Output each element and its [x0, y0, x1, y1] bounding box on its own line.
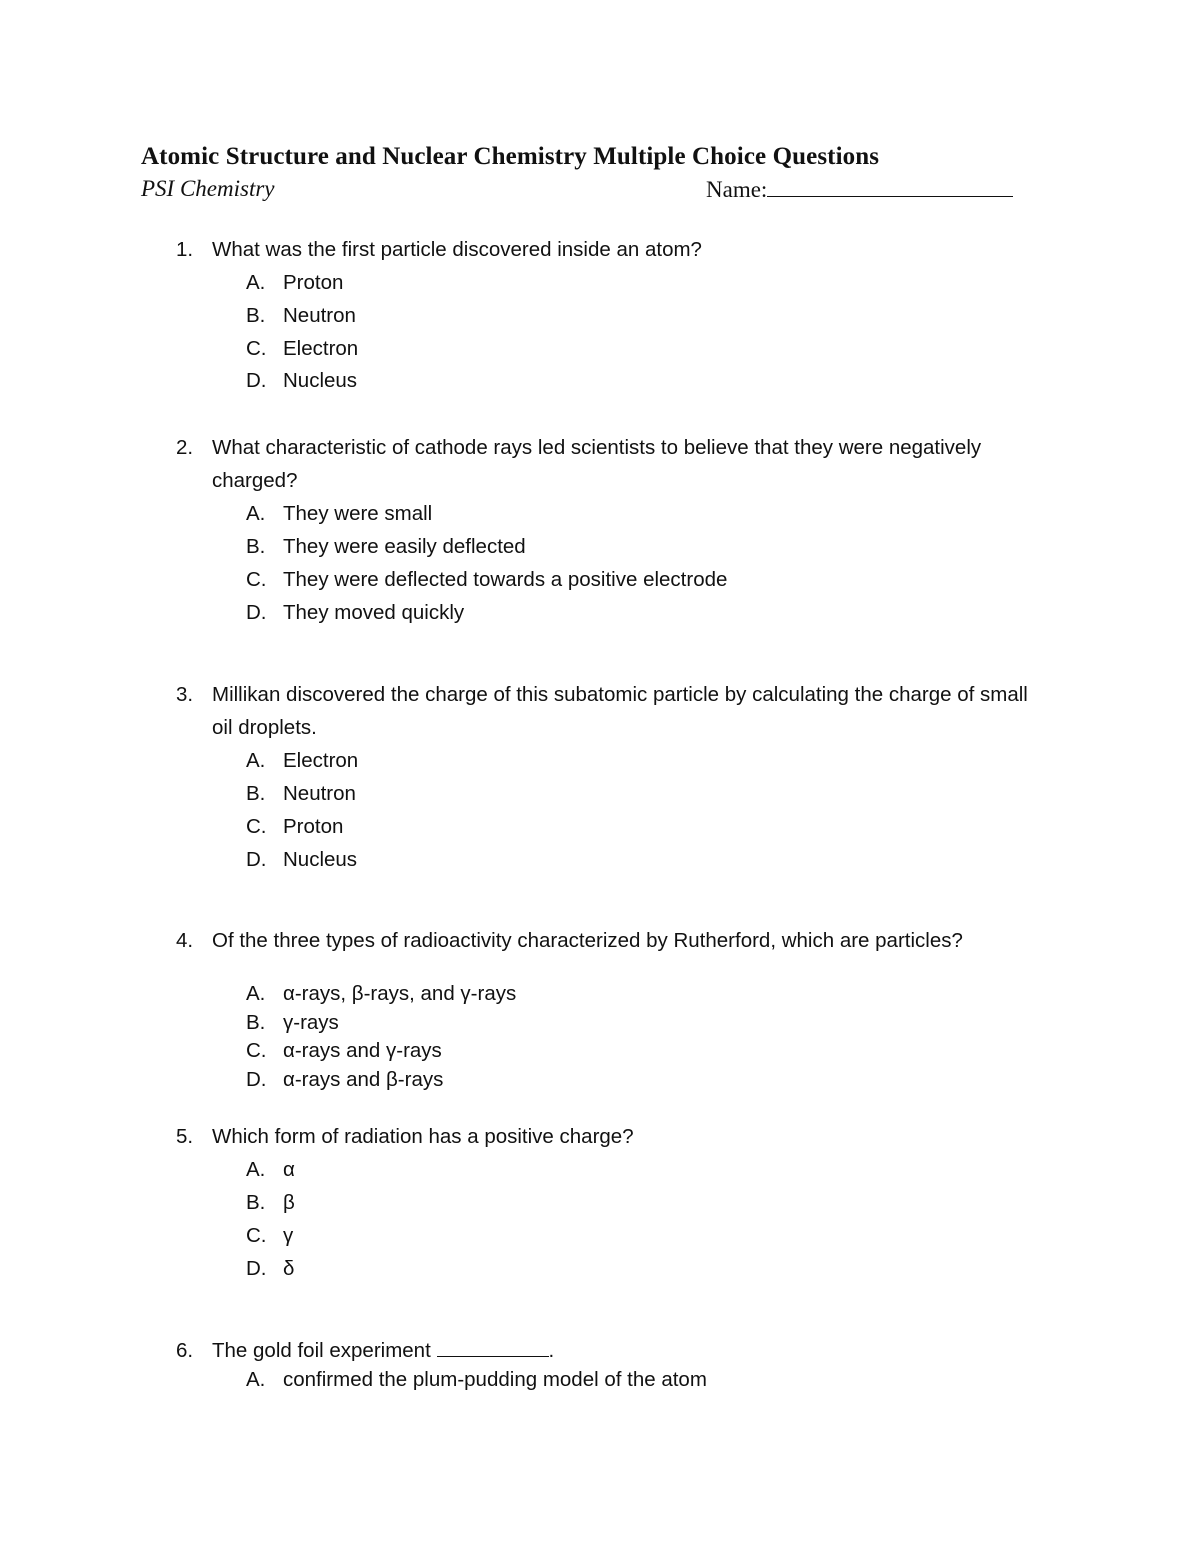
option-text: δ: [283, 1257, 295, 1280]
question-number: 5.: [176, 1125, 194, 1148]
option-letter: D.: [246, 848, 267, 871]
option-letter: A.: [246, 982, 266, 1005]
option-letter: C.: [246, 1039, 267, 1062]
option-letter: C.: [246, 568, 267, 591]
question-text: Millikan discovered the charge of this subatomic particle by calculating the charge of small oil droplets.: [212, 683, 1028, 739]
question-number: 4.: [176, 929, 194, 952]
option-text: Proton: [283, 271, 344, 294]
question-number: 2.: [176, 436, 194, 459]
option-text: Nucleus: [283, 369, 358, 392]
option-letter: B.: [246, 782, 266, 805]
option-letter: A.: [246, 1158, 266, 1181]
option-text: α: [283, 1158, 295, 1181]
question-text-after: .: [548, 1339, 555, 1362]
name-field: [706, 176, 1013, 203]
option-letter: B.: [246, 535, 266, 558]
option-text: They moved quickly: [283, 601, 465, 624]
option-letter: D.: [246, 369, 267, 392]
course-subtitle: PSI Chemistry: [141, 176, 275, 201]
option-letter: B.: [246, 1011, 266, 1034]
question-text: Which form of radiation has a positive charge?: [212, 1125, 634, 1148]
option-letter: D.: [246, 1068, 267, 1091]
option-letter: C.: [246, 337, 267, 360]
option-letter: A.: [246, 271, 266, 294]
question-number: 1.: [176, 238, 194, 261]
question-text-before: The gold foil experiment: [212, 1339, 431, 1362]
answer-blank-line[interactable]: [437, 1338, 549, 1357]
option-letter: B.: [246, 1191, 266, 1214]
option-text: Proton: [283, 815, 344, 838]
option-text: Nucleus: [283, 848, 358, 871]
option-letter: D.: [246, 601, 267, 624]
option-letter: A.: [246, 1368, 266, 1391]
option-text: α-rays, β-rays, and γ-rays: [283, 982, 517, 1005]
option-text: β: [283, 1191, 295, 1214]
question-number: 6.: [176, 1339, 194, 1362]
question-text: Of the three types of radioactivity characterized by Rutherford, which are particles?: [212, 929, 963, 952]
option-text: Electron: [283, 749, 359, 772]
option-letter: D.: [246, 1257, 267, 1280]
option-letter: B.: [246, 304, 266, 327]
option-text: γ-rays: [283, 1011, 339, 1034]
name-blank-line[interactable]: [767, 176, 1013, 197]
question-text: What characteristic of cathode rays led scientists to believe that they were negatively charged?: [212, 436, 982, 492]
option-text: They were easily deflected: [283, 535, 526, 558]
question-number: 3.: [176, 683, 194, 706]
question-text: What was the first particle discovered inside an atom?: [212, 238, 702, 261]
option-text: γ: [283, 1224, 294, 1247]
option-letter: A.: [246, 502, 266, 525]
page-title: Atomic Structure and Nuclear Chemistry Multiple Choice Questions: [141, 143, 880, 170]
option-letter: C.: [246, 1224, 267, 1247]
option-text: α-rays and β-rays: [283, 1068, 444, 1091]
option-letter: A.: [246, 749, 266, 772]
name-label: Name:: [706, 177, 768, 202]
option-text: α-rays and γ-rays: [283, 1039, 442, 1062]
option-text: confirmed the plum-pudding model of the atom: [283, 1368, 707, 1391]
option-text: Neutron: [283, 782, 356, 805]
option-letter: C.: [246, 815, 267, 838]
option-text: Electron: [283, 337, 359, 360]
option-text: They were small: [283, 502, 433, 525]
option-text: Neutron: [283, 304, 356, 327]
option-text: They were deflected towards a positive electrode: [283, 568, 728, 591]
